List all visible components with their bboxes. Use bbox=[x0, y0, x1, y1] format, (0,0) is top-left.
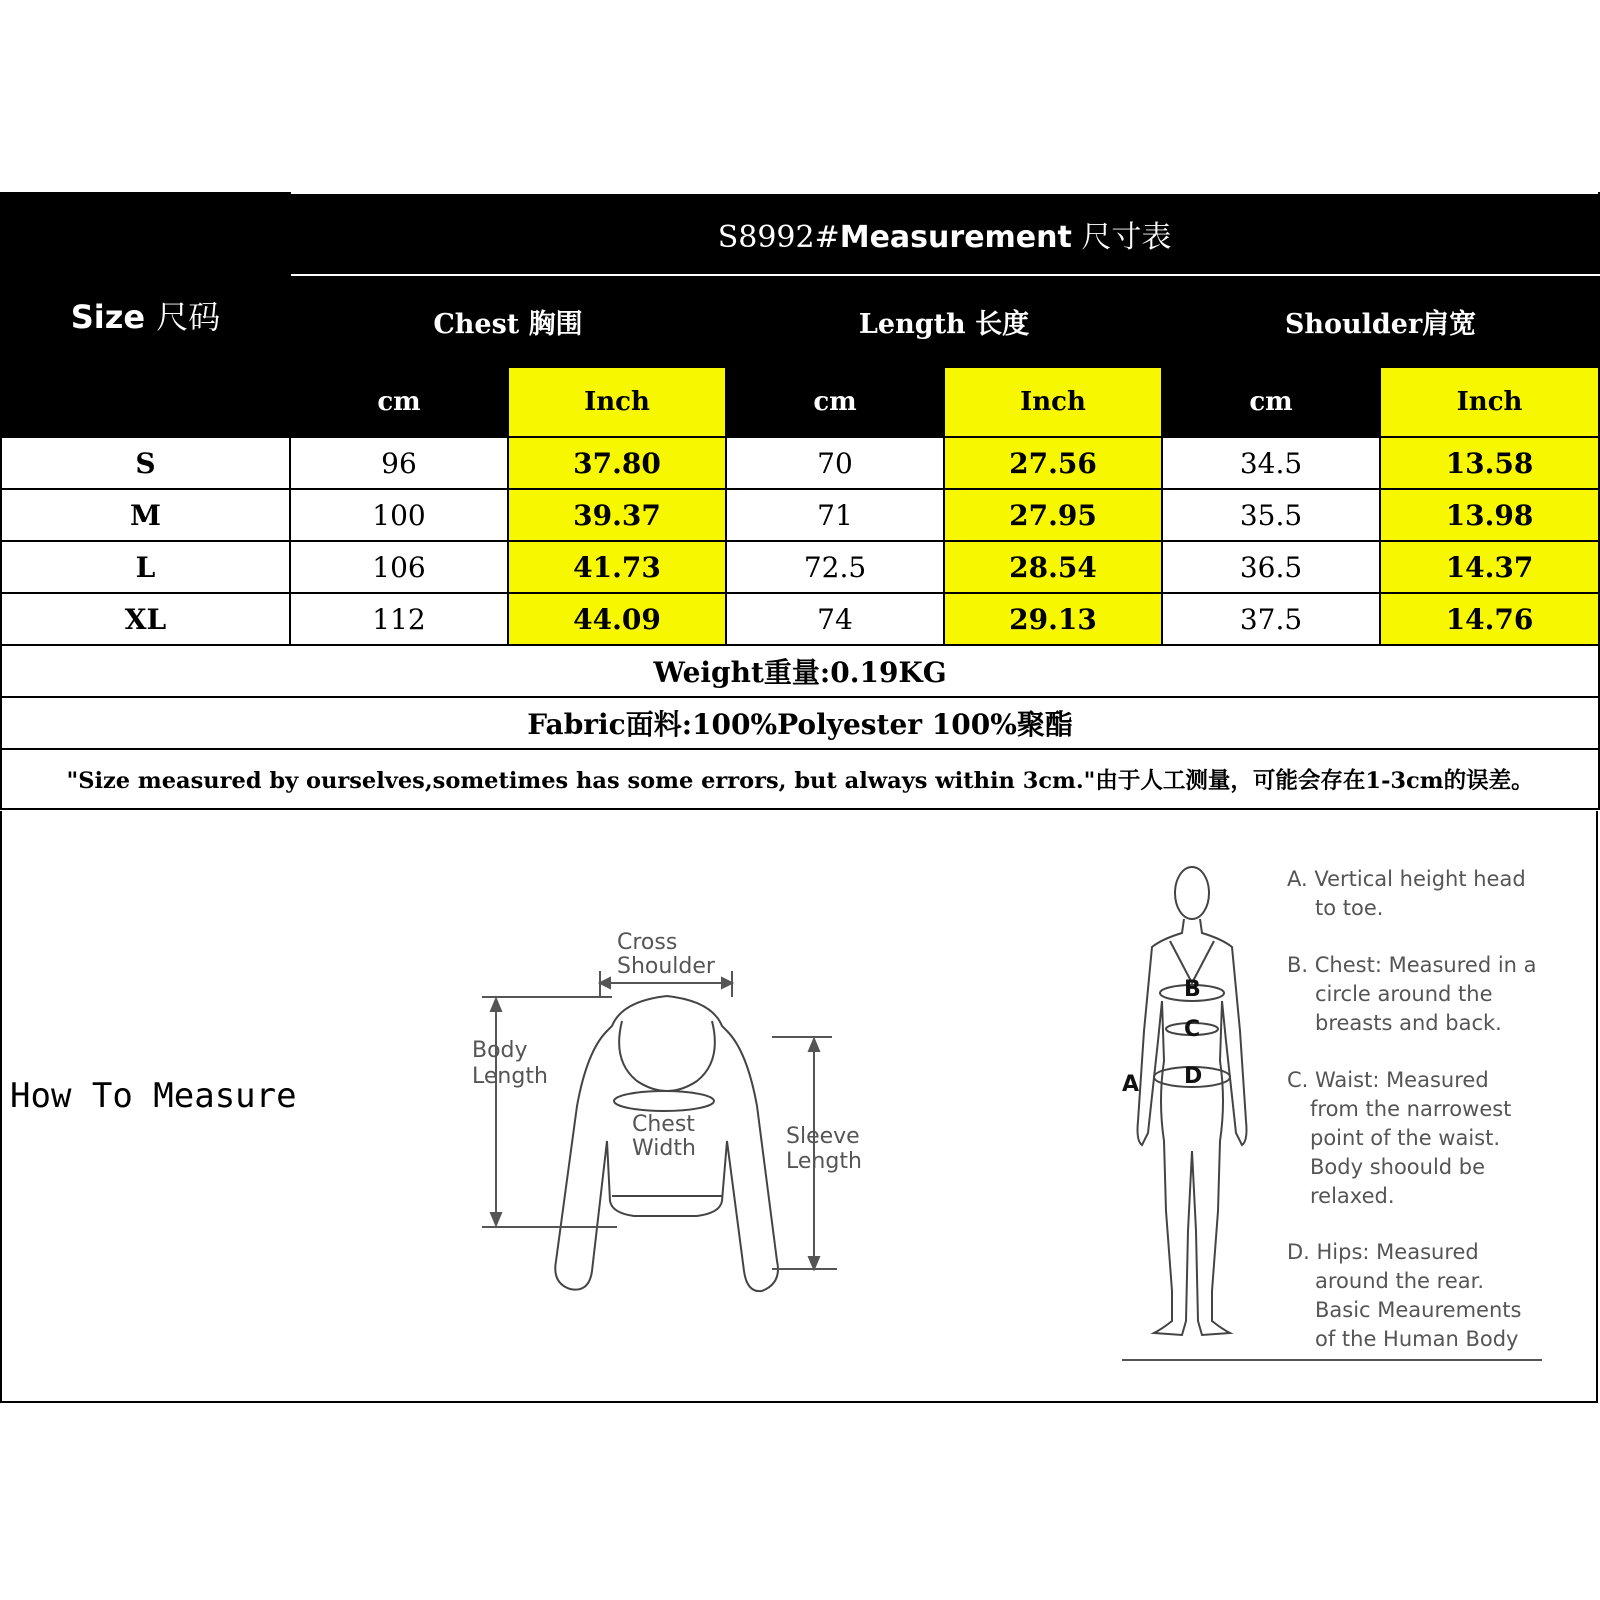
garment-diagram bbox=[472, 931, 892, 1331]
chest-cm-cell: 100 bbox=[290, 489, 508, 541]
unit-inch-chest: Inch bbox=[508, 367, 726, 437]
length-inch-cell: 29.13 bbox=[944, 593, 1162, 645]
shoulder-cm-cell: 34.5 bbox=[1162, 437, 1380, 489]
unit-inch-length: Inch bbox=[944, 367, 1162, 437]
legend-d: Basic Meaurements bbox=[1315, 1298, 1522, 1322]
shoulder-cm-cell: 35.5 bbox=[1162, 489, 1380, 541]
arrowhead-icon bbox=[809, 1257, 819, 1269]
head-outline bbox=[1175, 867, 1209, 919]
legend-b: B. Chest: Measured in a bbox=[1287, 953, 1537, 977]
row-size: M bbox=[1, 489, 290, 541]
chest-inch-cell: 37.80 bbox=[508, 437, 726, 489]
legend-c: from the narrowest bbox=[1310, 1097, 1512, 1121]
row-size: S bbox=[1, 437, 290, 489]
arrowhead-icon bbox=[809, 1039, 819, 1051]
body-label-d: D bbox=[1184, 1064, 1203, 1089]
chest-inch-cell: 41.73 bbox=[508, 541, 726, 593]
legend-c: Body shoould be bbox=[1310, 1155, 1486, 1179]
title-cn: 尺寸表 bbox=[1081, 220, 1172, 255]
length-cm-cell: 71 bbox=[726, 489, 944, 541]
table-row bbox=[1, 593, 1599, 645]
title-code: S8992# bbox=[717, 220, 840, 255]
shoulder-inch-cell: 13.98 bbox=[1380, 489, 1599, 541]
chest-width-label: Chest bbox=[632, 1112, 695, 1137]
row-size: XL bbox=[1, 593, 290, 645]
chest-cm-cell: 112 bbox=[290, 593, 508, 645]
legend-a: A. Vertical height head bbox=[1287, 867, 1526, 891]
how-to-measure-label: How To Measure bbox=[10, 1076, 297, 1116]
arrowhead-icon bbox=[491, 1213, 501, 1225]
body-label-b: B bbox=[1184, 977, 1201, 1002]
unit-cm-shoulder: cm bbox=[1162, 367, 1380, 437]
shoulder-inch-cell: 14.37 bbox=[1380, 541, 1599, 593]
length-inch-cell: 27.56 bbox=[944, 437, 1162, 489]
body-label-a: A bbox=[1122, 1072, 1140, 1097]
unit-inch-shoulder: Inch bbox=[1380, 367, 1599, 437]
title-bold: Measurement bbox=[839, 220, 1072, 255]
body-length-label: Length bbox=[472, 1064, 548, 1089]
legend-b: breasts and back. bbox=[1315, 1011, 1502, 1035]
size-header-en: Size bbox=[70, 298, 146, 336]
body-legend bbox=[1272, 856, 1572, 1366]
table-row bbox=[1, 489, 1599, 541]
legend-c: point of the waist. bbox=[1310, 1126, 1501, 1150]
table-row bbox=[1, 541, 1599, 593]
shoulder-cm-cell: 37.5 bbox=[1162, 593, 1380, 645]
legend-c: C. Waist: Measured bbox=[1287, 1068, 1489, 1092]
chest-inch-cell: 44.09 bbox=[508, 593, 726, 645]
length-cm-cell: 70 bbox=[726, 437, 944, 489]
size-header-cn: 尺码 bbox=[156, 298, 221, 336]
body-diagram-baseline bbox=[1122, 1359, 1542, 1361]
body-length-label: Body bbox=[472, 1038, 528, 1063]
sleeve-length-label: Length bbox=[786, 1149, 862, 1174]
how-to-measure-panel bbox=[0, 811, 1598, 1403]
legend-d: of the Human Body bbox=[1315, 1327, 1519, 1351]
row-size: L bbox=[1, 541, 290, 593]
shoulder-inch-cell: 14.76 bbox=[1380, 593, 1599, 645]
arrowhead-icon bbox=[722, 978, 732, 988]
chest-cm-cell: 106 bbox=[290, 541, 508, 593]
length-inch-cell: 27.95 bbox=[944, 489, 1162, 541]
body-label-c: C bbox=[1184, 1017, 1201, 1042]
group-length: Length 长度 bbox=[726, 275, 1162, 367]
legend-d: D. Hips: Measured bbox=[1287, 1240, 1479, 1264]
body-diagram bbox=[1122, 851, 1262, 1371]
shoulder-inch-cell: 13.58 bbox=[1380, 437, 1599, 489]
table-title bbox=[290, 193, 1599, 275]
arrowhead-icon bbox=[491, 999, 501, 1011]
size-chart-sheet bbox=[0, 192, 1598, 1406]
chest-width-label: Width bbox=[632, 1136, 696, 1161]
size-header bbox=[1, 193, 290, 437]
length-inch-cell: 28.54 bbox=[944, 541, 1162, 593]
chest-width-ellipse bbox=[614, 1091, 714, 1111]
arrowhead-icon bbox=[600, 978, 610, 988]
length-cm-cell: 72.5 bbox=[726, 541, 944, 593]
group-shoulder: Shoulder肩宽 bbox=[1162, 275, 1599, 367]
legend-b: circle around the bbox=[1315, 982, 1493, 1006]
sleeve-length-label: Sleeve bbox=[786, 1124, 860, 1149]
fabric-row: Fabric面料:100%Polyester 100%聚酯 bbox=[1, 697, 1599, 749]
legend-d: around the rear. bbox=[1315, 1269, 1484, 1293]
legend-a: to toe. bbox=[1315, 896, 1384, 920]
hood-outline bbox=[619, 1021, 715, 1091]
legend-c: relaxed. bbox=[1310, 1184, 1395, 1208]
chest-cm-cell: 96 bbox=[290, 437, 508, 489]
table-row bbox=[1, 437, 1599, 489]
measurement-note: "Size measured by ourselves,sometimes has some errors, but always within 3cm."由于人工测量，可能会存在1-3cm的误差。 bbox=[1, 749, 1599, 809]
size-table bbox=[0, 192, 1600, 810]
length-cm-cell: 74 bbox=[726, 593, 944, 645]
unit-cm-chest: cm bbox=[290, 367, 508, 437]
shoulder-cm-cell: 36.5 bbox=[1162, 541, 1380, 593]
chest-inch-cell: 39.37 bbox=[508, 489, 726, 541]
unit-cm-length: cm bbox=[726, 367, 944, 437]
cross-shoulder-label: Cross bbox=[617, 931, 678, 955]
weight-row: Weight重量:0.19KG bbox=[1, 645, 1599, 697]
group-chest: Chest 胸围 bbox=[290, 275, 726, 367]
cross-shoulder-label: Shoulder bbox=[617, 954, 715, 979]
